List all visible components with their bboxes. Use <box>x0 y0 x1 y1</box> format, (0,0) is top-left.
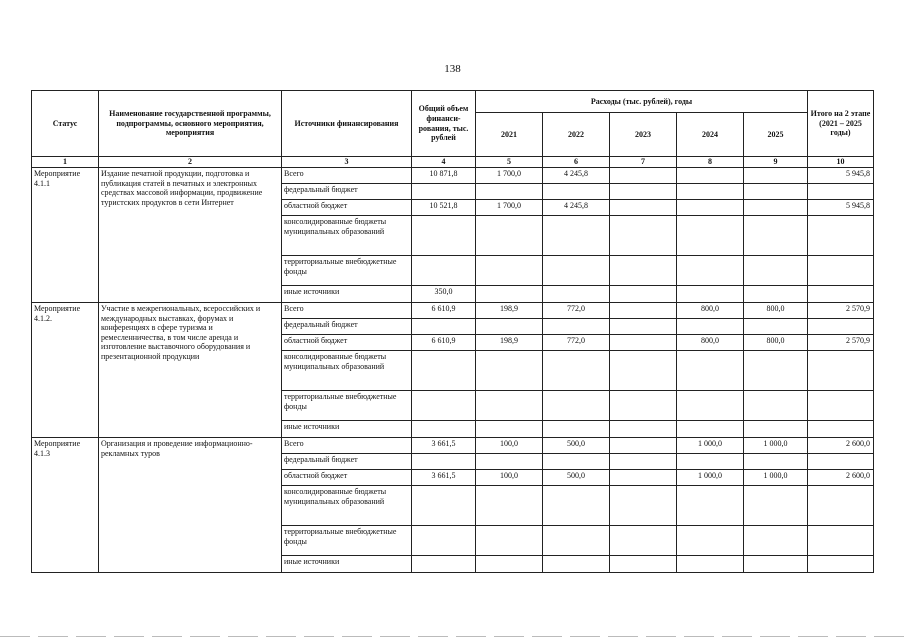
year-2021-cell <box>476 526 543 556</box>
funding-source: областной бюджет <box>282 470 412 486</box>
event-name: Участие в межрегиональных, всероссийских и международных выставках, форумах и конференциях в сфере туризма и ремесленничества, в том числе аренда и изготовление выставочного оборудования и презентационной продукции <box>99 303 282 438</box>
year-2023-cell <box>610 184 677 200</box>
year-2021-cell: 100,0 <box>476 438 543 454</box>
year-2021-cell <box>476 391 543 421</box>
total-funding-cell: 6 610,9 <box>412 335 476 351</box>
stage-total-cell <box>808 526 874 556</box>
year-2022-cell <box>543 391 610 421</box>
year-2024-cell: 800,0 <box>677 303 744 319</box>
year-2024-cell <box>677 200 744 216</box>
total-funding-cell: 10 521,8 <box>412 200 476 216</box>
col-number: 4 <box>412 157 476 168</box>
total-funding-cell <box>412 319 476 335</box>
year-2024-cell <box>677 421 744 438</box>
column-number-row <box>32 157 874 168</box>
year-2024-cell <box>677 286 744 303</box>
year-2025-cell <box>744 168 808 184</box>
header-stage-total: Итого на 2 этапе (2021 – 2025 годы) <box>808 91 874 157</box>
event-name: Организация и проведение информационно-рекламных туров <box>99 438 282 573</box>
year-2021-cell <box>476 256 543 286</box>
total-funding-cell <box>412 184 476 200</box>
stage-total-cell <box>808 256 874 286</box>
header-status: Статус <box>32 91 99 157</box>
year-2025-cell <box>744 216 808 256</box>
year-2022-cell <box>543 216 610 256</box>
event-name: Издание печатной продукции, подготовка и публикация статей в печатных и электронных средствах массовой информации, продвижение туристских продуктов в сети Интернет <box>99 168 282 303</box>
stage-total-cell <box>808 216 874 256</box>
total-funding-cell <box>412 421 476 438</box>
col-number: 9 <box>744 157 808 168</box>
stage-total-cell <box>808 454 874 470</box>
funding-source: территориальные внебюджетные фонды <box>282 526 412 556</box>
year-2024-cell: 1 000,0 <box>677 438 744 454</box>
stage-total-cell <box>808 319 874 335</box>
col-number: 5 <box>476 157 543 168</box>
header-year-2024: 2024 <box>677 113 744 157</box>
year-2021-cell <box>476 454 543 470</box>
year-2023-cell <box>610 303 677 319</box>
funding-source: консолидированные бюджеты муниципальных образований <box>282 351 412 391</box>
year-2024-cell <box>677 184 744 200</box>
year-2022-cell <box>543 526 610 556</box>
funding-source: иные источники <box>282 421 412 438</box>
funding-source: территориальные внебюджетные фонды <box>282 391 412 421</box>
header-year-2022: 2022 <box>543 113 610 157</box>
funding-source: федеральный бюджет <box>282 184 412 200</box>
year-2023-cell <box>610 351 677 391</box>
stage-total-cell <box>808 351 874 391</box>
year-2025-cell: 1 000,0 <box>744 470 808 486</box>
year-2025-cell: 800,0 <box>744 303 808 319</box>
year-2022-cell: 4 245,8 <box>543 200 610 216</box>
year-2024-cell <box>677 526 744 556</box>
year-2021-cell <box>476 421 543 438</box>
total-funding-cell <box>412 216 476 256</box>
table-row <box>32 303 874 319</box>
year-2021-cell <box>476 351 543 391</box>
year-2021-cell <box>476 286 543 303</box>
event-status: Мероприятие 4.1.1 <box>32 168 99 303</box>
year-2022-cell: 772,0 <box>543 303 610 319</box>
header-year-2023: 2023 <box>610 113 677 157</box>
year-2022-cell: 500,0 <box>543 438 610 454</box>
funding-source: территориальные внебюджетные фонды <box>282 256 412 286</box>
total-funding-cell <box>412 486 476 526</box>
funding-source: консолидированные бюджеты муниципальных образований <box>282 216 412 256</box>
year-2025-cell <box>744 286 808 303</box>
year-2024-cell <box>677 486 744 526</box>
stage-total-cell: 2 600,0 <box>808 438 874 454</box>
year-2023-cell <box>610 454 677 470</box>
year-2022-cell: 500,0 <box>543 470 610 486</box>
year-2021-cell: 198,9 <box>476 303 543 319</box>
stage-total-cell <box>808 391 874 421</box>
year-2023-cell <box>610 286 677 303</box>
year-2022-cell <box>543 486 610 526</box>
year-2024-cell <box>677 556 744 573</box>
year-2021-cell: 1 700,0 <box>476 168 543 184</box>
header-expenses: Расходы (тыс. рублей), годы <box>476 91 808 113</box>
funding-source: федеральный бюджет <box>282 319 412 335</box>
page-bottom-rule <box>0 636 905 637</box>
total-funding-cell <box>412 256 476 286</box>
year-2022-cell <box>543 319 610 335</box>
year-2022-cell <box>543 454 610 470</box>
year-2024-cell <box>677 168 744 184</box>
funding-source: областной бюджет <box>282 335 412 351</box>
header-total: Общий объем финанси-рования, тыс. рублей <box>412 91 476 157</box>
year-2023-cell <box>610 486 677 526</box>
header-year-2025: 2025 <box>744 113 808 157</box>
year-2024-cell <box>677 454 744 470</box>
year-2021-cell <box>476 556 543 573</box>
col-number: 1 <box>32 157 99 168</box>
year-2024-cell: 800,0 <box>677 335 744 351</box>
stage-total-cell <box>808 556 874 573</box>
year-2025-cell <box>744 184 808 200</box>
year-2021-cell: 100,0 <box>476 470 543 486</box>
year-2025-cell <box>744 556 808 573</box>
year-2023-cell <box>610 526 677 556</box>
year-2022-cell: 4 245,8 <box>543 168 610 184</box>
year-2023-cell <box>610 200 677 216</box>
year-2021-cell <box>476 216 543 256</box>
year-2023-cell <box>610 438 677 454</box>
year-2025-cell <box>744 454 808 470</box>
year-2024-cell: 1 000,0 <box>677 470 744 486</box>
stage-total-cell: 2 570,9 <box>808 335 874 351</box>
year-2022-cell <box>543 184 610 200</box>
year-2024-cell <box>677 319 744 335</box>
total-funding-cell: 3 661,5 <box>412 470 476 486</box>
total-funding-cell <box>412 391 476 421</box>
total-funding-cell: 6 610,9 <box>412 303 476 319</box>
stage-total-cell <box>808 421 874 438</box>
col-number: 7 <box>610 157 677 168</box>
stage-total-cell: 2 600,0 <box>808 470 874 486</box>
stage-total-cell <box>808 486 874 526</box>
funding-source: Всего <box>282 438 412 454</box>
event-status: Мероприятие 4.1.2. <box>32 303 99 438</box>
funding-source: иные источники <box>282 556 412 573</box>
year-2025-cell <box>744 421 808 438</box>
stage-total-cell <box>808 184 874 200</box>
year-2022-cell <box>543 556 610 573</box>
col-number: 8 <box>677 157 744 168</box>
year-2023-cell <box>610 216 677 256</box>
funding-source: Всего <box>282 303 412 319</box>
funding-source: федеральный бюджет <box>282 454 412 470</box>
year-2025-cell: 800,0 <box>744 335 808 351</box>
header-year-2021: 2021 <box>476 113 543 157</box>
year-2022-cell <box>543 351 610 391</box>
stage-total-cell: 5 945,8 <box>808 200 874 216</box>
funding-source: областной бюджет <box>282 200 412 216</box>
total-funding-cell: 3 661,5 <box>412 438 476 454</box>
year-2025-cell <box>744 319 808 335</box>
stage-total-cell <box>808 286 874 303</box>
table-row <box>32 168 874 184</box>
stage-total-cell: 5 945,8 <box>808 168 874 184</box>
year-2025-cell <box>744 200 808 216</box>
table-row <box>32 438 874 454</box>
year-2021-cell <box>476 486 543 526</box>
page-number: 138 <box>444 63 461 75</box>
year-2024-cell <box>677 256 744 286</box>
year-2025-cell <box>744 526 808 556</box>
total-funding-cell <box>412 351 476 391</box>
year-2024-cell <box>677 216 744 256</box>
total-funding-cell: 350,0 <box>412 286 476 303</box>
year-2025-cell: 1 000,0 <box>744 438 808 454</box>
year-2025-cell <box>744 351 808 391</box>
year-2021-cell: 1 700,0 <box>476 200 543 216</box>
year-2021-cell <box>476 319 543 335</box>
year-2025-cell <box>744 391 808 421</box>
budget-table-body <box>32 168 874 573</box>
year-2024-cell <box>677 391 744 421</box>
year-2021-cell: 198,9 <box>476 335 543 351</box>
total-funding-cell: 10 871,8 <box>412 168 476 184</box>
year-2023-cell <box>610 256 677 286</box>
year-2022-cell: 772,0 <box>543 335 610 351</box>
year-2024-cell <box>677 351 744 391</box>
year-2025-cell <box>744 486 808 526</box>
year-2023-cell <box>610 470 677 486</box>
year-2023-cell <box>610 319 677 335</box>
budget-table <box>31 90 874 573</box>
year-2023-cell <box>610 335 677 351</box>
col-number: 6 <box>543 157 610 168</box>
year-2023-cell <box>610 556 677 573</box>
header-name: Наименование государственной программы, подпрограммы, основного мероприятия, мероприятия <box>99 91 282 157</box>
year-2023-cell <box>610 421 677 438</box>
col-number: 10 <box>808 157 874 168</box>
year-2021-cell <box>476 184 543 200</box>
total-funding-cell <box>412 454 476 470</box>
year-2025-cell <box>744 256 808 286</box>
header-source: Источники финансирования <box>282 91 412 157</box>
funding-source: иные источники <box>282 286 412 303</box>
funding-source: консолидированные бюджеты муниципальных образований <box>282 486 412 526</box>
year-2022-cell <box>543 421 610 438</box>
year-2022-cell <box>543 286 610 303</box>
year-2023-cell <box>610 168 677 184</box>
event-status: Мероприятие 4.1.3 <box>32 438 99 573</box>
col-number: 2 <box>99 157 282 168</box>
total-funding-cell <box>412 556 476 573</box>
year-2022-cell <box>543 256 610 286</box>
total-funding-cell <box>412 526 476 556</box>
stage-total-cell: 2 570,9 <box>808 303 874 319</box>
funding-source: Всего <box>282 168 412 184</box>
col-number: 3 <box>282 157 412 168</box>
year-2023-cell <box>610 391 677 421</box>
